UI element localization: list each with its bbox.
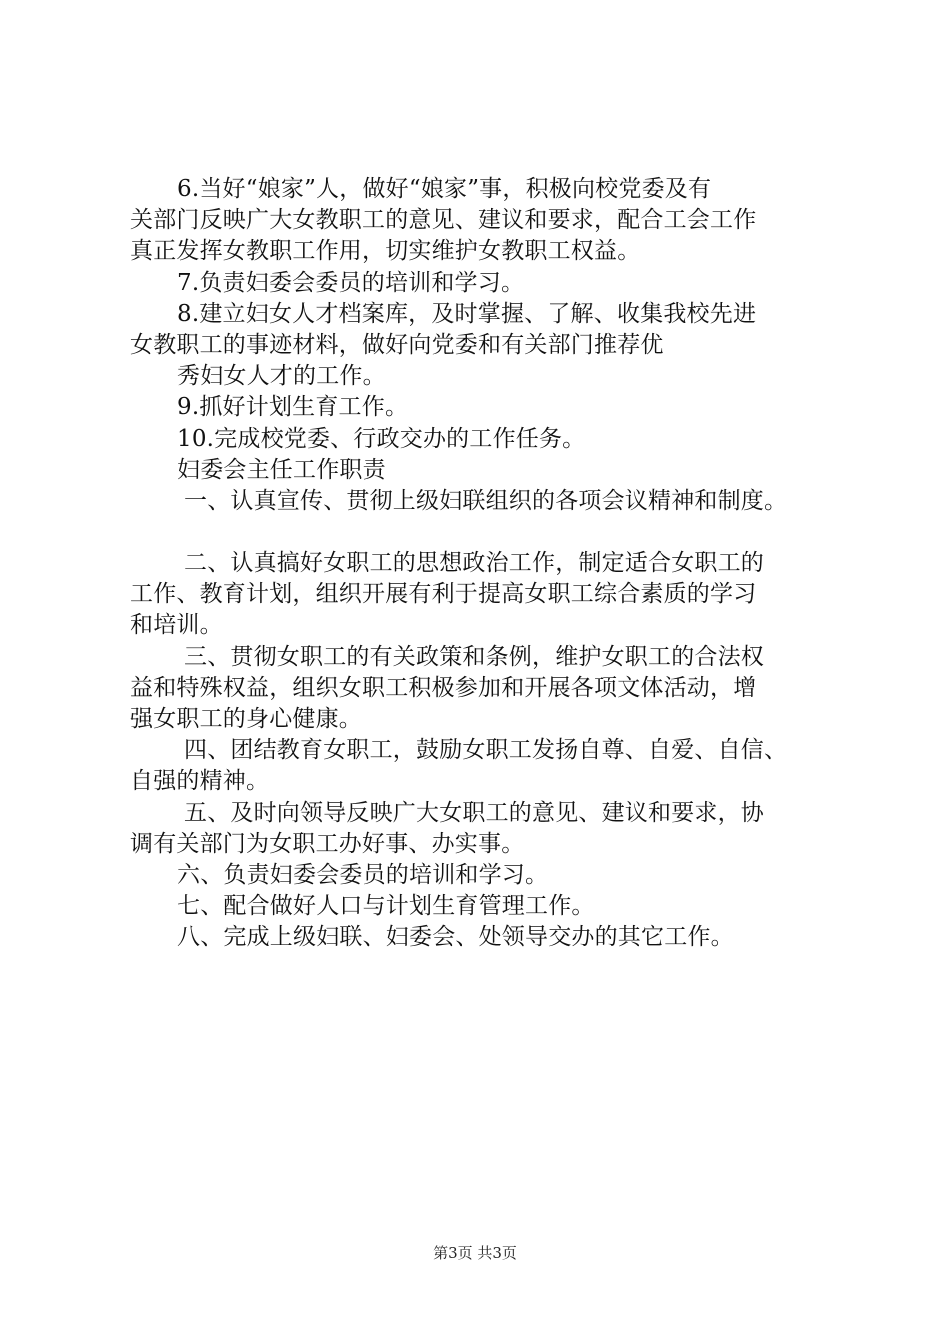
paragraph-line: 五、及时向领导反映广大女职工的意见、建议和要求，协	[184, 799, 764, 826]
paragraph-line: 10.完成校党委、行政交办的工作任务。	[177, 425, 586, 452]
paragraph-line: 调有关部门为女职工办好事、办实事。	[130, 830, 525, 857]
paragraph-line: 8.建立妇女人才档案库，及时掌握、了解、收集我校先进	[177, 300, 757, 327]
paragraph-line: 强女职工的身心健康。	[130, 706, 362, 732]
paragraph-line: 7.负责妇委会委员的培训和学习。	[177, 269, 525, 296]
paragraph-line: 关部门反映广大女教职工的意见、建议和要求，配合工会工作	[130, 207, 757, 234]
paragraph-line: 四、团结教育女职工，鼓励女职工发扬自尊、自爱、自信、	[184, 737, 788, 764]
paragraph-line: 自强的精神。	[130, 768, 270, 795]
paragraph-line: 三、贯彻女职工的有关政策和条例，维护女职工的合法权	[184, 643, 764, 670]
paragraph-line: 六、负责妇委会委员的培训和学习。	[177, 861, 549, 888]
paragraph-line: 6.当好“娘家”人，做好“娘家”事，积极向校党委及有	[177, 176, 712, 202]
paragraph-line: 秀妇女人才的工作。	[177, 363, 386, 390]
section-heading: 妇委会主任工作职责	[177, 456, 386, 483]
paragraph-line: 二、认真搞好女职工的思想政治工作，制定适合女职工的	[184, 550, 764, 577]
paragraph-line: 一、认真宣传、贯彻上级妇联组织的各项会议精神和制度。	[184, 487, 788, 514]
paragraph-line: 七、配合做好人口与计划生育管理工作。	[177, 893, 595, 920]
paragraph-line: 八、完成上级妇联、妇委会、处领导交办的其它工作。	[177, 924, 734, 951]
paragraph-line: 工作、教育计划，组织开展有利于提高女职工综合素质的学习	[130, 581, 757, 608]
document-body	[130, 174, 840, 954]
paragraph-line: 女教职工的事迹材料，做好向党委和有关部门推荐优	[130, 331, 664, 358]
blank-line	[130, 517, 840, 548]
paragraph-line: 9.抓好计划生育工作。	[177, 394, 409, 421]
paragraph-line: 真正发挥女教职工作用，切实维护女教职工权益。	[130, 238, 641, 265]
paragraph-line: 和培训。	[130, 612, 223, 639]
page-number-footer: 第3页 共3页	[433, 1244, 517, 1262]
paragraph-line: 益和特殊权益，组织女职工积极参加和开展各项文体活动，增	[130, 674, 757, 701]
